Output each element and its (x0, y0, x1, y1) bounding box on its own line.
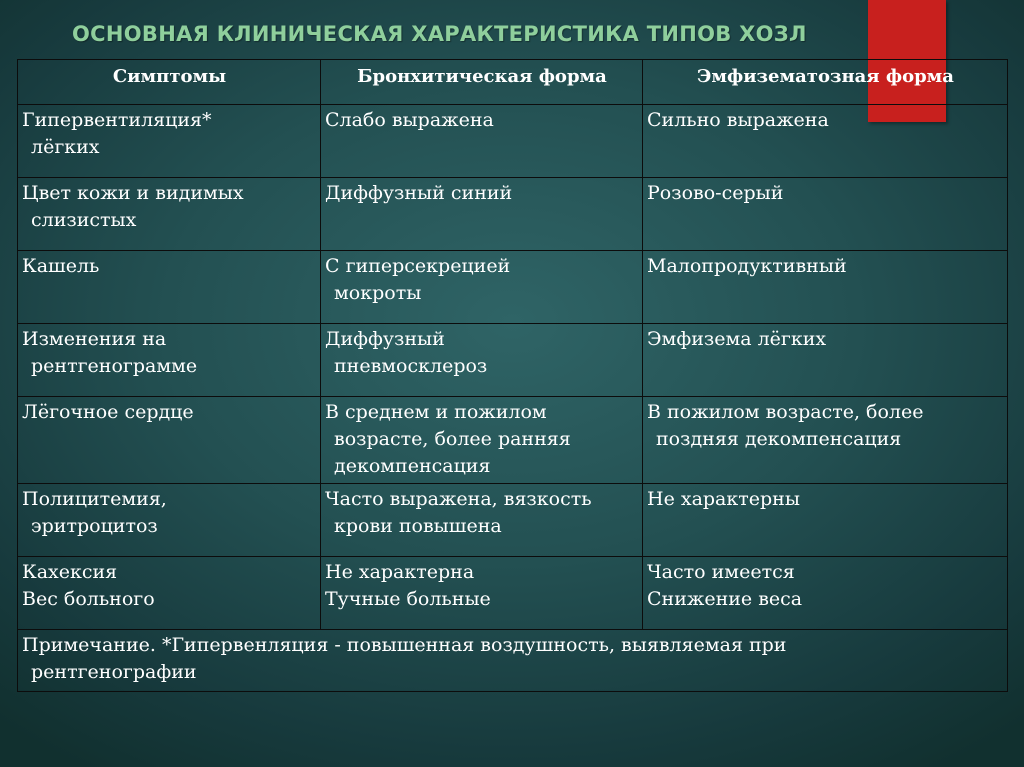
emphysematous-cell (643, 105, 1008, 178)
cell-line: Полицитемия, (22, 488, 167, 510)
cell-line: поздняя декомпенсация (656, 428, 902, 450)
cell-line: Вес больного (22, 588, 155, 610)
cell-line: Слабо выражена (325, 109, 494, 131)
cell-line: слизистых (31, 209, 137, 231)
emphysematous-cell (643, 484, 1008, 557)
symptom-cell (18, 251, 321, 324)
cell-line: Часто выражена, вязкость (325, 488, 592, 510)
header-bronchitic-form: Бронхитическая форма (321, 60, 643, 105)
note-line: рентгенографии (31, 661, 197, 683)
cell-line: В среднем и пожилом (325, 401, 547, 423)
symptom-cell (18, 557, 321, 630)
emphysematous-cell (643, 397, 1008, 484)
symptom-cell (18, 324, 321, 397)
cell-line: возрасте, более ранняя (334, 428, 571, 450)
cell-line: Не характерна (325, 561, 475, 583)
cell-line: Часто имеется (647, 561, 795, 583)
header-symptoms: Симптомы (18, 60, 321, 105)
table-row (18, 251, 1008, 324)
cell-line: мокроты (334, 282, 422, 304)
note-cell (18, 630, 1008, 692)
symptom-cell (18, 105, 321, 178)
cell-line: Изменения на (22, 328, 167, 350)
cell-line: В пожилом возрасте, более (647, 401, 924, 423)
cell-line: Цвет кожи и видимых (22, 182, 244, 204)
cell-line: Эмфизема лёгких (647, 328, 827, 350)
table-note-row (18, 630, 1008, 692)
cell-line: Диффузный (325, 328, 445, 350)
cell-line: С гиперсекрецией (325, 255, 511, 277)
cell-line: Снижение веса (647, 588, 803, 610)
table-row (18, 557, 1008, 630)
cell-line: рентгенограмме (31, 355, 198, 377)
table-row (18, 324, 1008, 397)
cell-line: Малопродуктивный (647, 255, 847, 277)
characteristics-table (17, 59, 1008, 692)
cell-line: пневмосклероз (334, 355, 488, 377)
table-row (18, 397, 1008, 484)
symptom-cell (18, 178, 321, 251)
bronchitic-cell (321, 397, 643, 484)
table-row (18, 105, 1008, 178)
cell-line: лёгких (31, 136, 100, 158)
emphysematous-cell (643, 178, 1008, 251)
table-row (18, 484, 1008, 557)
cell-line: Диффузный синий (325, 182, 513, 204)
table-row (18, 178, 1008, 251)
bronchitic-cell (321, 324, 643, 397)
symptom-cell (18, 397, 321, 484)
emphysematous-cell (643, 251, 1008, 324)
emphysematous-cell (643, 324, 1008, 397)
emphysematous-cell (643, 557, 1008, 630)
cell-line: Тучные больные (325, 588, 491, 610)
cell-line: крови повышена (334, 515, 502, 537)
cell-line: Кашель (22, 255, 100, 277)
cell-line: Кахексия (22, 561, 118, 583)
cell-line: Гипервентиляция* (22, 109, 212, 131)
cell-line: эритроцитоз (31, 515, 158, 537)
bronchitic-cell (321, 557, 643, 630)
table-header-row (18, 60, 1008, 105)
cell-line: декомпенсация (334, 455, 491, 477)
symptom-cell (18, 484, 321, 557)
bronchitic-cell (321, 105, 643, 178)
bronchitic-cell (321, 178, 643, 251)
bronchitic-cell (321, 484, 643, 557)
cell-line: Лёгочное сердце (22, 401, 194, 423)
cell-line: Сильно выражена (647, 109, 829, 131)
note-line: Примечание. *Гипервенляция - повышенная воздушность, выявляемая при (22, 634, 787, 656)
cell-line: Розово-серый (647, 182, 784, 204)
header-emphysematous-form: Эмфизематозная форма (643, 60, 1008, 105)
cell-line: Не характерны (647, 488, 800, 510)
bronchitic-cell (321, 251, 643, 324)
slide-title: ОСНОВНАЯ КЛИНИЧЕСКАЯ ХАРАКТЕРИСТИКА ТИПОВ ХОЗЛ (72, 22, 807, 46)
